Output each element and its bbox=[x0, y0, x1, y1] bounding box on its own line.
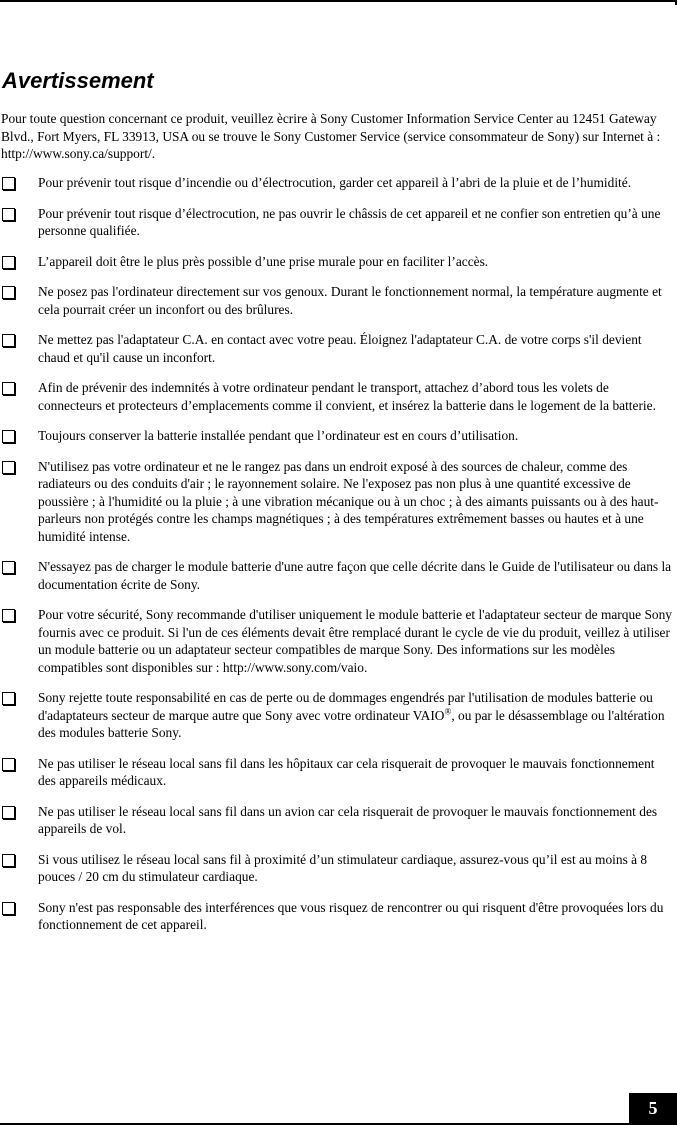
checkbox-bullet-icon bbox=[2, 382, 15, 395]
warning-item bbox=[0, 458, 673, 546]
warning-text: L’appareil doit être le plus près possible d’une prise murale pour en faciliter l’accès. bbox=[38, 253, 489, 269]
warning-item bbox=[0, 427, 673, 445]
warning-text: Afin de prévenir des indemnités à votre ordinateur pendant le transport, attachez d’abord tous les volets de connecteurs et protecteurs d’emplacements comme il convient, et insérez la batterie dans le logement de la batterie. bbox=[38, 380, 656, 413]
warning-text: Ne posez pas l'ordinateur directement sur vos genoux. Durant le fonctionnement normal, la température augmente et cela pourrait créer un inconfort ou des brûlures. bbox=[38, 284, 662, 317]
top-rule bbox=[0, 0, 677, 2]
registered-mark: ® bbox=[444, 706, 452, 717]
warning-item-vaio bbox=[0, 689, 673, 742]
warning-text: Sony rejette toute responsabilité en cas de perte ou de dommages engendrés par l'utilisation de modules batterie ou d'adaptateurs secteur de marque autre que Sony avec votre ordinateur VAIO bbox=[38, 690, 653, 723]
checkbox-bullet-icon bbox=[2, 461, 15, 474]
warning-text: Pour prévenir tout risque d’incendie ou d’électrocution, garder cet appareil à l’abri de la pluie et de l’humidité. bbox=[38, 175, 632, 190]
warning-text: N'utilisez pas votre ordinateur et ne le rangez pas dans un endroit exposé à des sources de chaleur, comme des radiateurs ou des conduits d'air ; le rayonnement solaire. Ne l'exposez pas non plus à une quantité excessive de poussière ; à l'humidité ou la pluie ; à une vibration mécanique ou à un choc ; à des aimants puissants ou à des haut-parleurs non protégés contre les champs magnétiques ; à des températures extrêmement basses ou hautes et à une humidité intense. bbox=[38, 458, 659, 544]
checkbox-bullet-icon bbox=[2, 286, 15, 299]
warning-item bbox=[0, 606, 673, 676]
warning-text: Pour votre sécurité, Sony recommande d'utiliser uniquement le module batterie et l'adaptateur secteur de marque Sony fournis avec ce produit. Si l'un de ces éléments devait être remplacé durant le cycle de vie du produit, veillez à utiliser un module batterie ou un adaptateur secteur compatibles de marque Sony. Des informations sur les modèles compatibles sont disponibles sur : http://www.sony.com/vaio. bbox=[38, 607, 672, 675]
checkbox-bullet-icon bbox=[2, 334, 15, 347]
warning-item bbox=[0, 379, 673, 414]
warning-text: Ne pas utiliser le réseau local sans fil dans un avion car cela risquerait de provoquer le mauvais fonctionnement des appareils de vol. bbox=[38, 803, 658, 836]
warning-item bbox=[0, 851, 673, 886]
checkbox-bullet-icon bbox=[2, 256, 15, 269]
warning-text: Pour prévenir tout risque d’électrocution, ne pas ouvrir le châssis de cet appareil et ne confier son entretien qu’à une personne qualifiée. bbox=[38, 205, 661, 238]
warning-item bbox=[0, 174, 673, 192]
warning-text: Ne pas utiliser le réseau local sans fil dans les hôpitaux car cela risquerait de provoquer le mauvais fonctionnement des appareils médicaux. bbox=[38, 755, 655, 788]
warning-text: N'essayez pas de charger le module batterie d'une autre façon que celle décrite dans le Guide de l'utilisateur ou dans la documentation écrite de Sony. bbox=[38, 559, 672, 592]
checkbox-bullet-icon bbox=[2, 806, 15, 819]
bottom-rule bbox=[0, 1123, 677, 1125]
checkbox-bullet-icon bbox=[2, 758, 15, 771]
checkbox-bullet-icon bbox=[2, 902, 15, 915]
warning-item bbox=[0, 803, 673, 838]
warning-item bbox=[0, 558, 673, 593]
page-title: Avertissement bbox=[2, 68, 154, 93]
intro-paragraph: Pour toute question concernant ce produit, veuillez ècrire à Sony Customer Information Service Center au 12451 Gateway Blvd., Fort Myers, FL 33913, USA ou se trouve le Sony Customer Service (service consommateur de Sony) sur Internet à : http://www.sony.ca/support/. bbox=[1, 111, 661, 161]
warning-text: , ou par le désassemblage ou l'altération des modules batterie Sony. bbox=[38, 707, 665, 740]
page-number: 5 bbox=[629, 1093, 677, 1124]
checkbox-bullet-icon bbox=[2, 692, 15, 705]
warning-item bbox=[0, 205, 673, 240]
checkbox-bullet-icon bbox=[2, 208, 15, 221]
warning-text: Sony n'est pas responsable des interférences que vous risquez de rencontrer ou qui risquent d'être provoquées lors du fonctionnement de cet appareil. bbox=[38, 899, 664, 932]
checkbox-bullet-icon bbox=[2, 609, 15, 622]
checkbox-bullet-icon bbox=[2, 177, 15, 190]
warning-item bbox=[0, 331, 673, 366]
warning-text: Ne mettez pas l'adaptateur C.A. en contact avec votre peau. Éloignez l'adaptateur C.A. de votre corps s'il devient chaud et qu'il cause un inconfort. bbox=[38, 332, 642, 365]
warning-list bbox=[0, 174, 677, 947]
checkbox-bullet-icon bbox=[2, 561, 15, 574]
warning-text: Toujours conserver la batterie installée pendant que l’ordinateur est en cours d’utilisation. bbox=[38, 428, 519, 443]
warning-item bbox=[0, 283, 673, 318]
warning-item bbox=[0, 755, 673, 790]
warning-item bbox=[0, 253, 673, 271]
warning-item bbox=[0, 899, 673, 934]
warning-text: Si vous utilisez le réseau local sans fil à proximité d’un stimulateur cardiaque, assurez-vous qu’il est au moins à 8 pouces / 20 cm du stimulateur cardiaque. bbox=[38, 851, 648, 884]
checkbox-bullet-icon bbox=[2, 430, 15, 443]
checkbox-bullet-icon bbox=[2, 854, 15, 867]
